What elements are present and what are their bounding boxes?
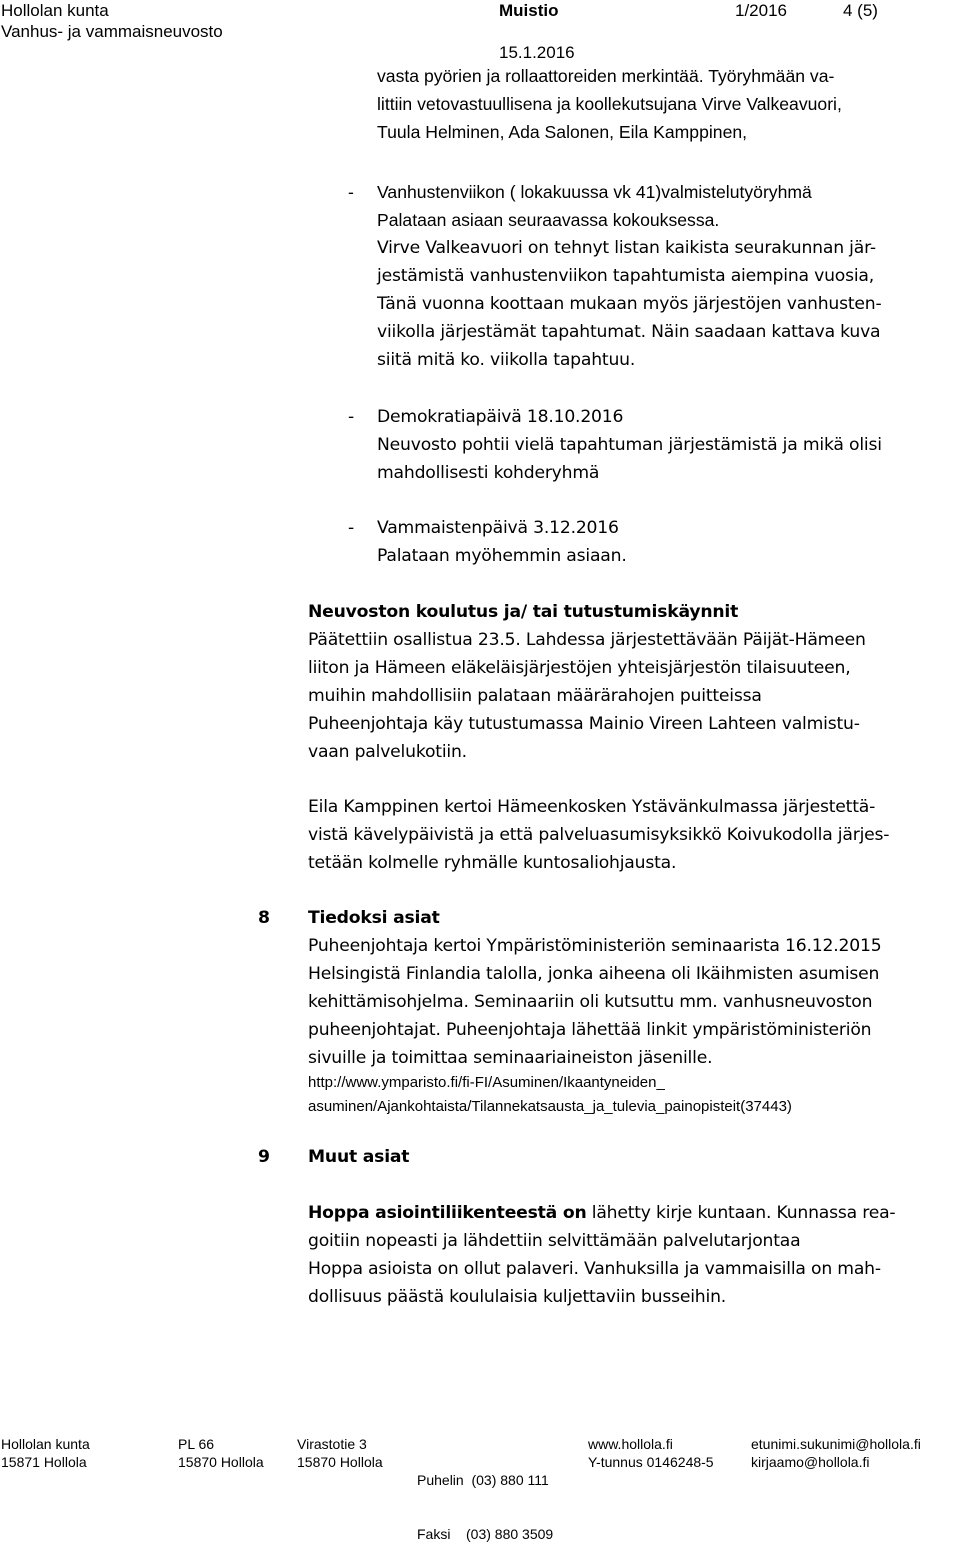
header-council: Vanhus- ja vammaisneuvosto <box>1 22 223 41</box>
koulutus-heading: Neuvoston koulutus ja/ tai tutustumiskäynnit <box>308 602 739 622</box>
bullet-dash: - <box>348 182 354 202</box>
section-9-title: Muut asiat <box>308 1147 410 1167</box>
footer-business-id: Y-tunnus 0146248-5 <box>588 1454 714 1470</box>
section-8-line: sivuille ja toimittaa seminaariaineiston jäsenille. <box>308 1048 713 1068</box>
bullet-body-vammaistenpaiva <box>377 542 627 570</box>
bullet-dash: - <box>348 518 355 538</box>
bullet-line: jestämistä vanhustenviikon tapahtumista aiempina vuosia, <box>377 266 875 286</box>
section-8-line: kehittämisohjelma. Seminaariin oli kutsuttu mm. vanhusneuvoston <box>308 992 873 1012</box>
footer-registry-email[interactable]: kirjaamo@hollola.fi <box>751 1454 870 1470</box>
section-8-paragraph <box>308 932 881 1072</box>
footer-fax: Faksi (03) 880 3509 <box>417 1526 554 1542</box>
bullet-body-vanhustenviikko <box>377 206 882 374</box>
footer-col-phone <box>417 1435 553 1561</box>
bullet-line: Palataan myöhemmin asiaan. <box>377 546 627 566</box>
koulutus-line: vaan palvelukotiin. <box>308 742 467 762</box>
bullet-line: Tänä vuonna koottaan mukaan myös järjestöjen vanhusten- <box>377 294 882 314</box>
footer-col-postbox <box>178 1435 264 1471</box>
eila-line: tetään kolmelle ryhmälle kuntosaliohjausta. <box>308 853 677 873</box>
bullet-line: siitä mitä ko. viikolla tapahtuu. <box>377 350 636 370</box>
eila-line: vistä kävelypäivistä ja että palveluasumisyksikkö Koivukodolla järjes- <box>308 825 890 845</box>
section-9-line: Hoppa asioista on ollut palaveri. Vanhuksilla ja vammaisilla on mah- <box>308 1259 881 1279</box>
eila-paragraph <box>308 793 889 877</box>
footer-email[interactable]: etunimi.sukunimi@hollola.fi <box>751 1436 921 1452</box>
footer-col-street <box>297 1435 383 1471</box>
section-9-line: goitiin nopeasti ja lähdettiin selvittämään palvelutarjontaa <box>308 1231 801 1251</box>
footer-org: Hollolan kunta <box>1 1436 90 1452</box>
header-doc-type: Muistio <box>499 1 559 20</box>
bullet-line: viikolla järjestämät tapahtumat. Näin saadaan kattava kuva <box>377 322 881 342</box>
bullet-line: Virve Valkeavuori on tehnyt listan kaikista seurakunnan jär- <box>377 238 876 258</box>
bullet-line: Neuvosto pohtii vielä tapahtuman järjestämistä ja mikä olisi <box>377 435 882 455</box>
footer-phone: Puhelin (03) 880 111 <box>417 1472 549 1488</box>
header-org: Hollolan kunta <box>1 1 109 20</box>
koulutus-line: Puheenjohtaja käy tutustumassa Mainio Vireen Lahteen valmistu- <box>308 714 860 734</box>
bullet-line: Palataan asiaan seuraavassa kokouksessa. <box>377 210 720 230</box>
section-8-line: Helsingistä Finlandia talolla, jonka aiheena oli Ikäihmisten asumisen <box>308 964 880 984</box>
bullet-line: mahdollisesti kohderyhmä <box>377 463 600 483</box>
bullet-dash: - <box>348 407 355 427</box>
hoppa-bold-text: Hoppa asiointiliikenteestä on <box>308 1203 587 1223</box>
section-8-link[interactable] <box>308 1071 792 1119</box>
bullet-title-demokratiapaiva: Demokratiapäivä 18.10.2016 <box>377 407 624 427</box>
bullet-title-vammaistenpaiva: Vammaistenpäivä 3.12.2016 <box>377 518 619 538</box>
section-8-number: 8 <box>258 908 270 928</box>
koulutus-line: liiton ja Hämeen eläkeläisjärjestöjen yhteisjärjestön tilaisuuteen, <box>308 658 851 678</box>
intro-line: littiin vetovastuullisena ja koollekutsujana Virve Valkeavuori, <box>377 94 842 114</box>
footer-col-email <box>751 1435 921 1471</box>
footer-org-postcode: 15871 Hollola <box>1 1454 87 1470</box>
header-doc-number: 1/2016 <box>735 1 787 20</box>
footer-postbox-postcode: 15870 Hollola <box>178 1454 264 1470</box>
intro-paragraph <box>377 62 842 146</box>
section-9-line: dollisuus päästä koululaisia kuljettaviin busseihin. <box>308 1287 727 1307</box>
section-8-line: Puheenjohtaja kertoi Ympäristöministeriön seminaarista 16.12.2015 <box>308 936 882 956</box>
section-9-paragraph <box>308 1199 895 1311</box>
footer-street: Virastotie 3 <box>297 1436 367 1452</box>
bullet-body-demokratiapaiva <box>377 431 882 487</box>
section-9-number: 9 <box>258 1147 270 1167</box>
link-line[interactable]: http://www.ymparisto.fi/fi-FI/Asuminen/Ikaantyneiden_ <box>308 1074 665 1091</box>
intro-line: Tuula Helminen, Ada Salonen, Eila Kamppinen, <box>377 122 748 142</box>
koulutus-line: Päätettiin osallistua 23.5. Lahdessa järjestettävään Päijät-Hämeen <box>308 630 866 650</box>
eila-line: Eila Kamppinen kertoi Hämeenkosken Ystävänkulmassa järjestettä- <box>308 797 876 817</box>
section-8-line: puheenjohtajat. Puheenjohtaja lähettää linkit ympäristöministeriön <box>308 1020 872 1040</box>
bullet-title-vanhustenviikko: Vanhustenviikon ( lokakuussa vk 41)valmistelutyöryhmä <box>377 182 812 202</box>
header-page-number: 4 (5) <box>843 1 878 20</box>
footer-col-org <box>1 1435 90 1471</box>
link-line[interactable]: asuminen/Ajankohtaista/Tilannekatsausta_ja_tulevia_painopisteit(37443) <box>308 1098 792 1115</box>
footer-postbox: PL 66 <box>178 1436 215 1452</box>
header-date: 15.1.2016 <box>499 43 575 62</box>
footer-street-postcode: 15870 Hollola <box>297 1454 383 1470</box>
koulutus-paragraph <box>308 626 866 766</box>
intro-line: vasta pyörien ja rollaattoreiden merkintää. Työryhmään va- <box>377 66 835 86</box>
section-9-first-line <box>308 1199 895 1227</box>
koulutus-line: muihin mahdollisiin palataan määrärahojen puitteissa <box>308 686 762 706</box>
hoppa-rest-text: lähetty kirje kuntaan. Kunnassa rea- <box>586 1203 896 1223</box>
section-8-title: Tiedoksi asiat <box>308 908 440 928</box>
footer-col-web <box>588 1435 714 1471</box>
footer-website[interactable]: www.hollola.fi <box>588 1436 673 1452</box>
